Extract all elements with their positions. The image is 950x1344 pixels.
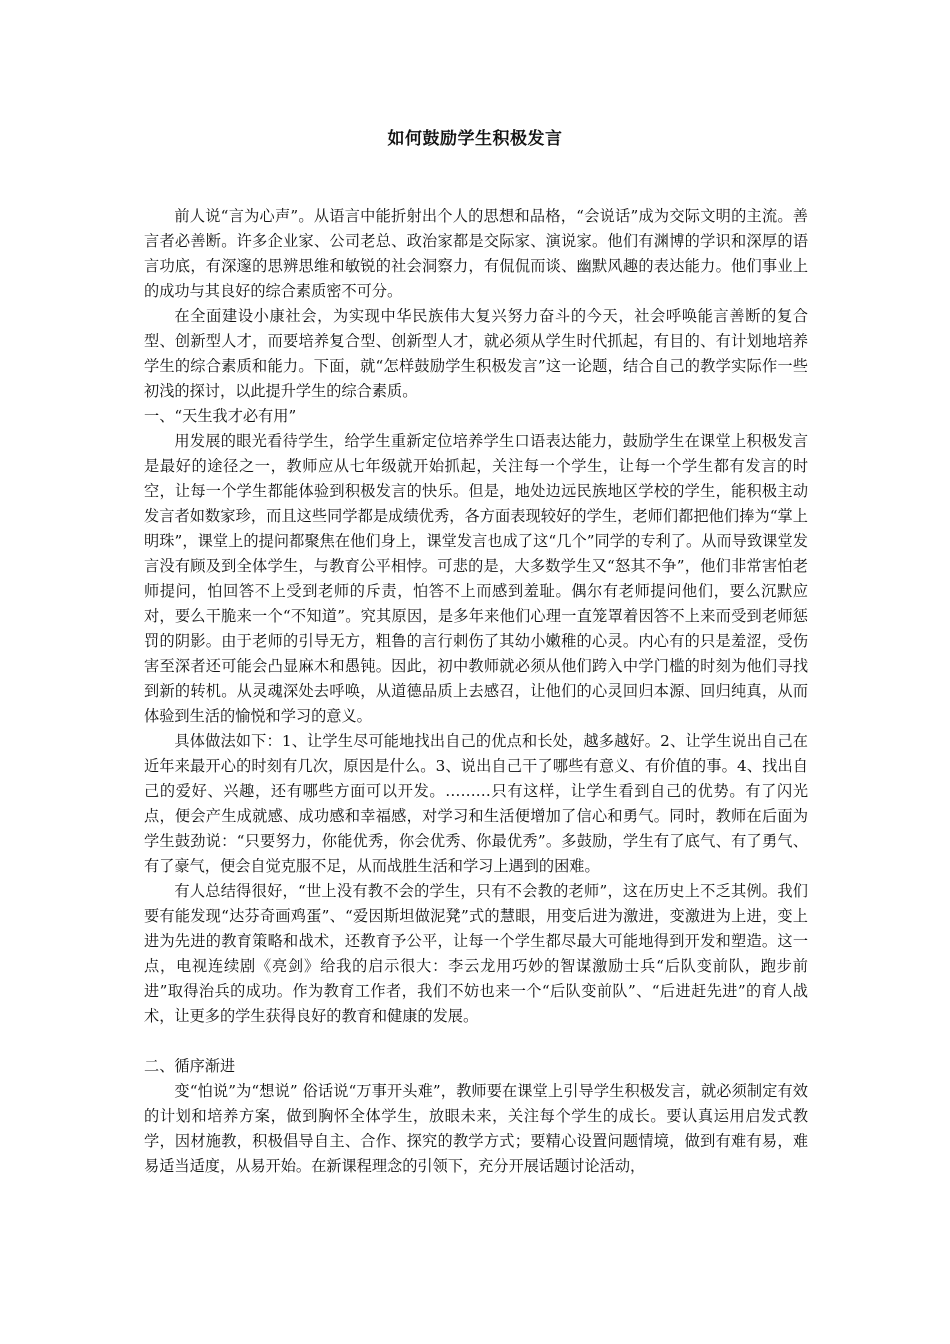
intro-paragraph-1: 前人说“言为心声”。从语言中能折射出个人的思想和品格，“会说话”成为交际文明的主流。善言者必善断。许多企业家、公司老总、政治家都是交际家、演说家。他们有渊博的学识和深厚的语言功底，有深邃的思辨思维和敏锐的社会洞察力，有侃侃而谈、幽默风趣的表达能力。他们事业上的成功与其良好的综合素质密不可分。 (144, 207, 808, 300)
section-1-heading: 一、“天生我才必有用” (144, 407, 297, 425)
blank-line (144, 1029, 808, 1054)
document-title: 如何鼓励学生积极发言 (387, 129, 563, 149)
intro-paragraph-2: 在全面建设小康社会，为实现中华民族伟大复兴努力奋斗的今天，社会呼唤能言善断的复合型、创新型人才，而要培养复合型、创新型人才，就必须从学生时代抓起，有目的、有计划地培养学生的综合素质和能力。下面，就“怎样鼓励学生积极发言”这一论题，结合自己的教学实际作一些初浅的探讨，以此提升学生的综合素质。 (144, 307, 808, 400)
section-1-paragraph-1: 用发展的眼光看待学生，给学生重新定位培养学生口语表达能力，鼓励学生在课堂上积极发言是最好的途径之一，教师应从七年级就开始抓起，关注每一个学生，让每一个学生都有发言的时空，让每一个学生都能体验到积极发言的快乐。但是，地处边远民族地区学校的学生，能积极主动发言者如数家珍，而且这些同学都是成绩优秀，各方面表现较好的学生，老师们都把他们捧为“掌上明珠”，课堂上的提问都聚焦在他们身上，课堂发言也成了这“几个”同学的专利了。从而导致课堂发言没有顾及到全体学生，与教育公平相悖。可悲的是，大多数学生又“怒其不争”，他们非常害怕老师提问，怕回答不上受到老师的斥责，怕答不上而感到羞耻。偶尔有老师提问他们，要么沉默应对，要么干脆来一个“不知道”。究其原因，是多年来他们心理一直笼罩着因答不上来而受到老师惩罚的阴影。由于老师的引导无方，粗鲁的言行刺伤了其幼小嫩稚的心灵。内心有的只是羞涩，受伤害至深者还可能会凸显麻木和愚钝。因此，初中教师就必须从他们跨入中学门槛的时刻为他们寻找到新的转机。从灵魂深处去呼唤，从道德品质上去感召，让他们的心灵回归本源、回归纯真，从而体验到生活的愉悦和学习的意义。 (144, 432, 808, 725)
section-1-paragraph-3: 有人总结得很好，“世上没有教不会的学生，只有不会教的老师”，这在历史上不乏其例。我们要有能发现“达芬奇画鸡蛋”、“爱因斯坦做泥凳”式的慧眼，用变后进为激进，变激进为上进，变上进为先进的教育策略和战术，还教育予公平，让每一个学生都尽最大可能地得到开发和塑造。这一点，电视连续剧《亮剑》给我的启示很大：李云龙用巧妙的智谋激励士兵“后队变前队，跑步前进”取得治兵的成功。作为教育工作者，我们不妨也来一个“后队变前队”、“后进赶先进”的育人战术，让更多的学生获得良好的教育和健康的发展。 (144, 882, 808, 1025)
document-body (144, 204, 808, 1179)
section-1-paragraph-2: 具体做法如下：1、让学生尽可能地找出自己的优点和长处，越多越好。2、让学生说出自己在近年来最开心的时刻有几次，原因是什么。3、说出自己干了哪些有意义、有价值的事。4、找出自己的爱好、兴趣，还有哪些方面可以开发。………只有这样，让学生看到自己的优势。有了闪光点，便会产生成就感、成功感和幸福感，对学习和生活便增加了信心和勇气。同时，教师在后面为学生鼓劲说：“只要努力，你能优秀，你会优秀、你最优秀”。多鼓励，学生有了底气、有了勇气、有了豪气，便会自觉克服不足，从而战胜生活和学习上遇到的困难。 (144, 732, 808, 875)
section-2-paragraph-1: 变“怕说”为“想说” 俗话说“万事开头难”，教师要在课堂上引导学生积极发言，就必须制定有效的计划和培养方案，做到胸怀全体学生，放眼未来，关注每个学生的成长。要认真运用启发式教学，因材施教，积极倡导自主、合作、探究的教学方式；要精心设置问题情境，做到有难有易，难易适当适度，从易开始。在新课程理念的引领下，充分开展话题讨论活动， (144, 1082, 808, 1175)
section-2-heading: 二、循序渐进 (144, 1057, 236, 1075)
